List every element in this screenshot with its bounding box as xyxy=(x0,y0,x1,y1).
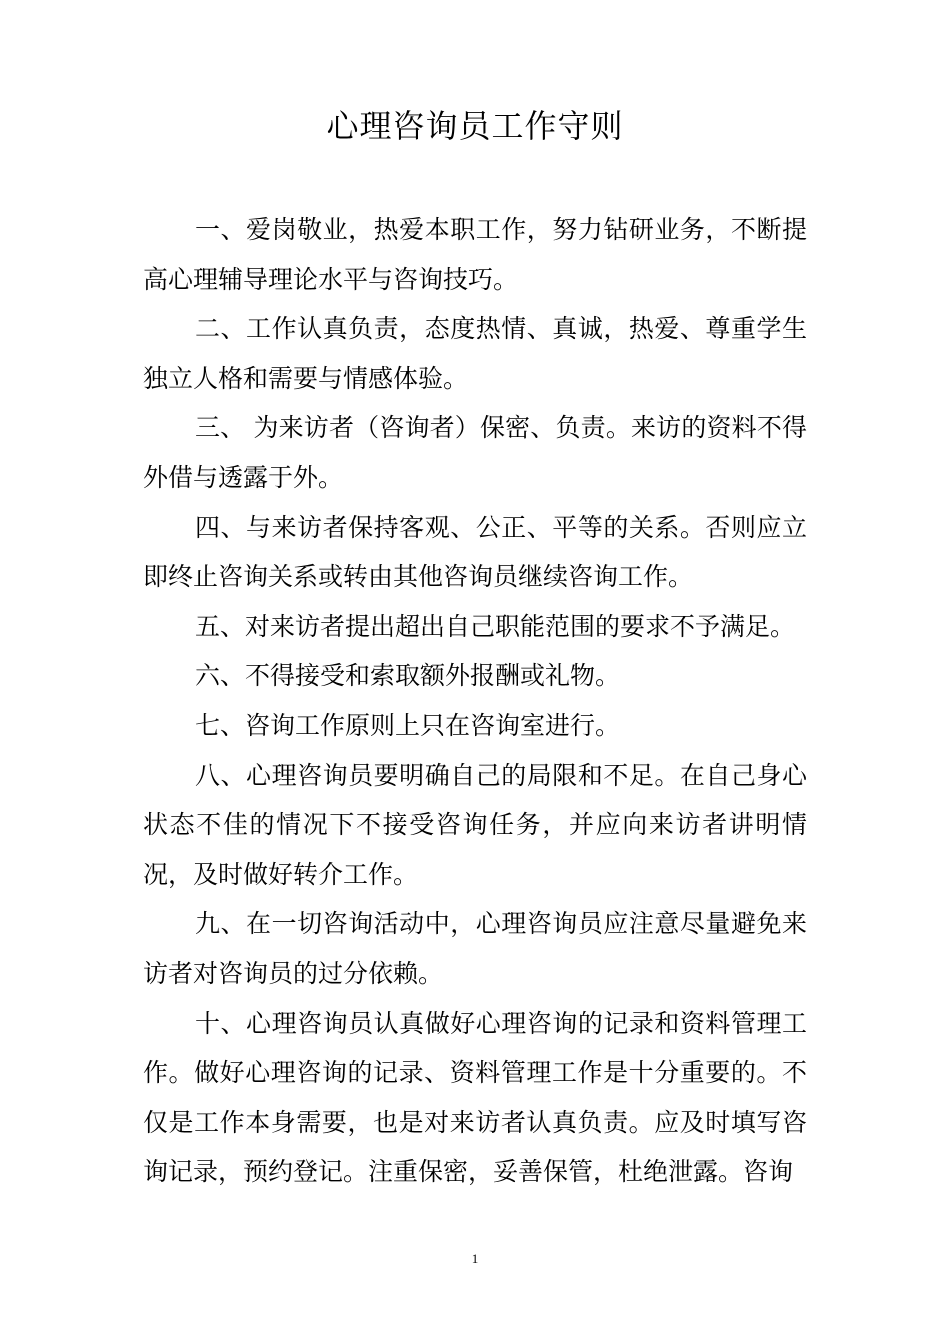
paragraph-6: 六、不得接受和索取额外报酬或礼物。 xyxy=(195,661,621,691)
paragraph-1: 一、爱岗敬业，热爱本职工作，努力钻研业务，不断提高心理辅导理论水平与咨询技巧。 xyxy=(143,215,807,294)
page-number: 1 xyxy=(471,1251,479,1266)
paragraph-10: 十、心理咨询员认真做好心理咨询的记录和资料管理工作。做好心理咨询的记录、资料管理工作是十分重要的。不仅是工作本身需要，也是对来访者认真负责。应及时填写咨询记录，预约登记。注重保密，妥善保管，杜绝泄露。咨询 xyxy=(143,1008,807,1187)
paragraph-8: 八、心理咨询员要明确自己的局限和不足。在自己身心状态不佳的情况下不接受咨询任务，并应向来访者讲明情况，及时做好转介工作。 xyxy=(143,760,807,889)
paragraph-3: 三、 为来访者（咨询者）保密、负责。来访的资料不得外借与透露于外。 xyxy=(143,413,807,492)
document-body xyxy=(143,205,807,1197)
paragraph-2: 二、工作认真负责，态度热情、真诚，热爱、尊重学生独立人格和需要与情感体验。 xyxy=(143,314,807,393)
paragraph-5: 五、对来访者提出超出自己职能范围的要求不予满足。 xyxy=(195,611,796,641)
paragraph-4: 四、与来访者保持客观、公正、平等的关系。否则应立即终止咨询关系或转由其他咨询员继续咨询工作。 xyxy=(143,512,807,592)
paragraph-9: 九、在一切咨询活动中，心理咨询员应注意尽量避免来访者对咨询员的过分依赖。 xyxy=(143,909,807,988)
page-title: 心理咨询员工作守则 xyxy=(326,107,624,145)
paragraph-7: 七、咨询工作原则上只在咨询室进行。 xyxy=(195,710,621,740)
